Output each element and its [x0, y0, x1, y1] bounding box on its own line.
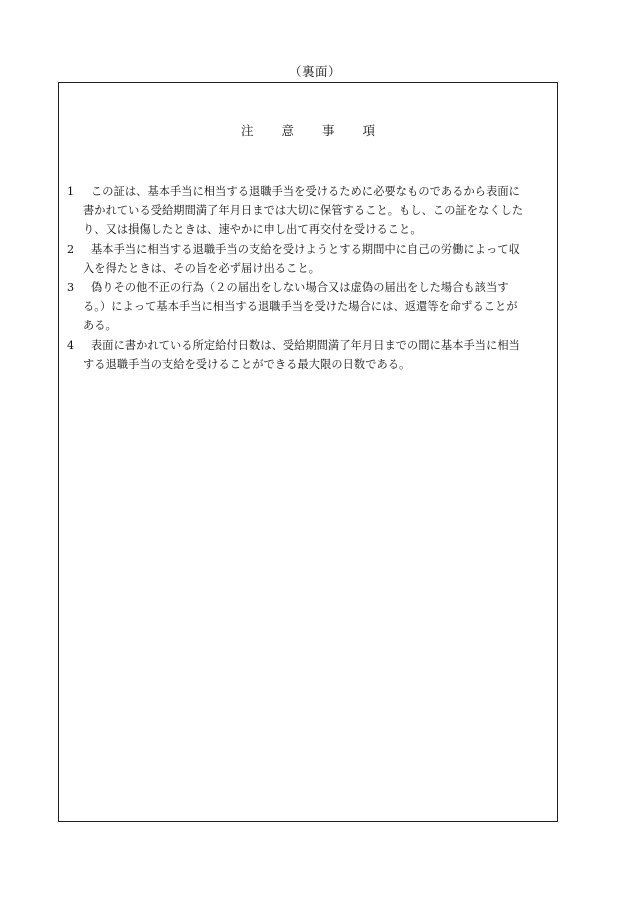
note-number: 1	[67, 185, 75, 198]
note-line: 書かれている受給期間満了年月日までは大切に保管すること。もし、この証をなくした	[83, 204, 524, 218]
note-line: る。）によって基本手当に相当する退職手当を受けた場合には、返還等を命ずることが	[83, 300, 518, 314]
note-line: 入を得たときは、その旨を必ず届け出ること。	[83, 261, 321, 275]
note-line: り、又は損傷したときは、速やかに申し出て再交付を受けること。	[83, 223, 422, 237]
note-line: 偽りその他不正の行為（２の届出をしない場合又は虚偽の届出をした場合も該当す	[91, 281, 509, 295]
back-side-label: （裏面）	[288, 64, 341, 79]
note-line: 基本手当に相当する退職手当の支給を受けようとする期間中に自己の労働によって収	[91, 242, 520, 256]
note-item-4	[67, 336, 553, 374]
note-number: 3	[67, 281, 75, 295]
note-line: この証は、基本手当に相当する退職手当を受けるために必要なものであるから表面に	[91, 185, 520, 198]
title-char: 事	[321, 123, 335, 138]
note-line: する退職手当の支給を受けることができる最大限の日数である。	[83, 357, 411, 371]
title-char: 注	[240, 123, 254, 138]
title-char: 項	[362, 123, 375, 138]
note-line: 表面に書かれている所定給付日数は、受給期間満了年月日までの間に基本手当に相当	[91, 338, 520, 352]
note-item-1	[67, 182, 553, 240]
notes-title	[59, 123, 557, 139]
note-number: 2	[67, 242, 75, 256]
notes-list	[67, 182, 553, 374]
note-item-2	[67, 240, 553, 278]
note-number: 4	[67, 338, 75, 352]
title-char: 意	[281, 123, 294, 138]
notes-frame	[58, 82, 558, 822]
note-item-3	[67, 278, 553, 336]
note-line: ある。	[83, 319, 117, 333]
